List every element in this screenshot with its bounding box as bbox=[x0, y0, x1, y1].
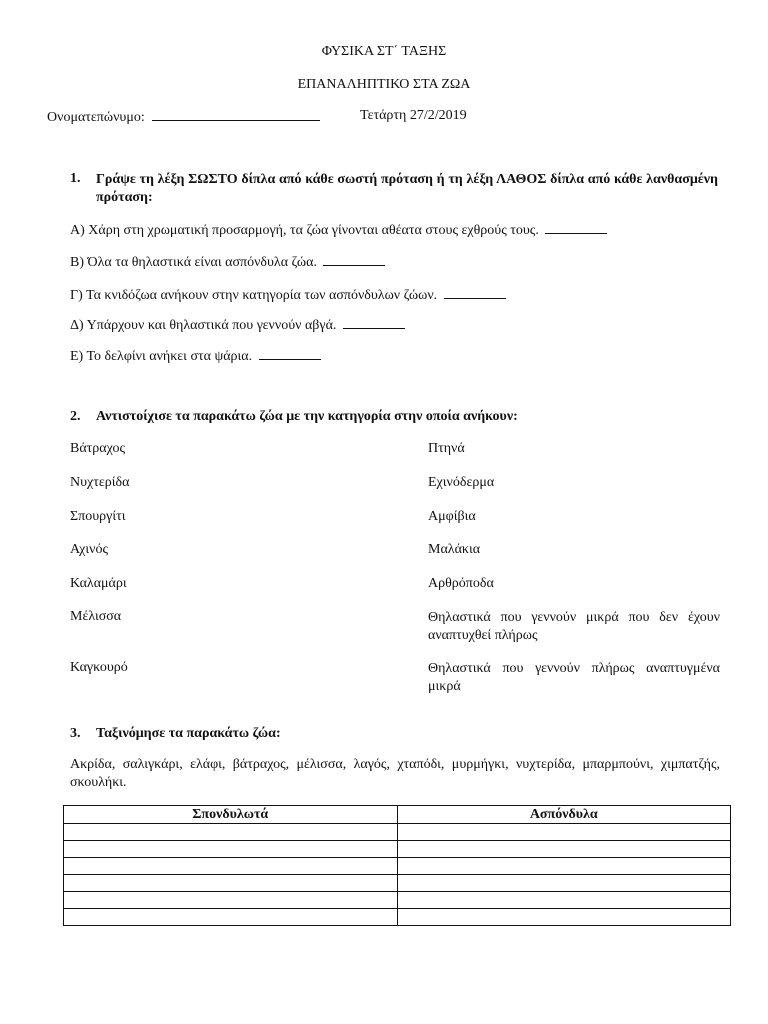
q1-item-text: Β) Όλα τα θηλαστικά είναι ασπόνδυλα ζώα. bbox=[70, 255, 317, 270]
table-cell[interactable] bbox=[64, 875, 398, 892]
answer-blank[interactable] bbox=[444, 286, 506, 299]
category-item: Πτηνά bbox=[428, 441, 465, 456]
q1-number: 1. bbox=[70, 171, 81, 186]
category-item: Εχινόδερμα bbox=[428, 475, 495, 490]
name-label: Ονοματεπώνυμο: bbox=[47, 110, 145, 125]
q1-item-b bbox=[70, 253, 385, 271]
animal-item: Καλαμάρι bbox=[70, 576, 127, 591]
category-item: Μαλάκια bbox=[428, 542, 481, 557]
table-row bbox=[64, 875, 731, 892]
table-row bbox=[64, 892, 731, 909]
category-item: Θηλαστικά που γεννούν μικρά που δεν έχουν αναπτυχθεί πλήρως bbox=[428, 610, 720, 643]
animal-item: Μέλισσα bbox=[70, 609, 122, 624]
q1-item-text: Δ) Υπάρχουν και θηλαστικά που γεννούν αβγά. bbox=[70, 318, 337, 333]
animal-item: Νυχτερίδα bbox=[70, 475, 130, 490]
q3-animal-list: Ακρίδα, σαλιγκάρι, ελάφι, βάτραχος, μέλισσα, λαγός, χταπόδι, μυρμήγκι, νυχτερίδα, μπαρμπούνι, χιμπατζής, σκουλήκι. bbox=[70, 757, 720, 790]
subject-title: ΦΥΣΙΚΑ ΣΤ΄ ΤΑΞΗΣ bbox=[321, 44, 447, 59]
category-item: Αμφίβια bbox=[428, 509, 476, 524]
table-header-row bbox=[64, 806, 731, 824]
q1-item-text: Ε) Το δελφίνι ανήκει στα ψάρια. bbox=[70, 349, 253, 364]
animal-item: Αχινός bbox=[70, 542, 109, 557]
header-vertebrates: Σπονδυλωτά bbox=[64, 806, 398, 824]
table-cell[interactable] bbox=[64, 841, 398, 858]
q3-number: 3. bbox=[70, 726, 81, 741]
table-cell[interactable] bbox=[397, 909, 731, 926]
table-cell[interactable] bbox=[64, 909, 398, 926]
table-cell[interactable] bbox=[397, 875, 731, 892]
q1-item-a bbox=[70, 221, 607, 239]
animal-item: Καγκουρό bbox=[70, 660, 128, 675]
q1-item-d bbox=[70, 316, 405, 334]
table-cell[interactable] bbox=[64, 824, 398, 841]
answer-blank[interactable] bbox=[323, 253, 385, 266]
classification-table bbox=[63, 805, 731, 926]
table-cell[interactable] bbox=[397, 824, 731, 841]
table-cell[interactable] bbox=[64, 892, 398, 909]
category-item: Αρθρόποδα bbox=[428, 576, 494, 591]
q1-item-text: Α) Χάρη στη χρωματική προσαρμογή, τα ζώα γίνονται αθέατα στους εχθρούς τους. bbox=[70, 223, 539, 238]
table-row bbox=[64, 841, 731, 858]
animal-item: Σπουργίτι bbox=[70, 509, 126, 524]
table-cell[interactable] bbox=[64, 858, 398, 875]
animal-item: Βάτραχος bbox=[70, 441, 126, 456]
worksheet-title: ΕΠΑΝΑΛΗΠΤΙΚΟ ΣΤΑ ΖΩΑ bbox=[297, 77, 471, 92]
date-text: Τετάρτη 27/2/2019 bbox=[360, 108, 467, 123]
answer-blank[interactable] bbox=[343, 316, 405, 329]
answer-blank[interactable] bbox=[259, 347, 321, 360]
header-invertebrates: Ασπόνδυλα bbox=[397, 806, 731, 824]
table-row bbox=[64, 858, 731, 875]
category-item: Θηλαστικά που γεννούν πλήρως αναπτυγμένα μικρά bbox=[428, 661, 720, 694]
q3-prompt: Ταξινόμησε τα παρακάτω ζώα: bbox=[96, 726, 281, 741]
q2-prompt: Αντιστοίχισε τα παρακάτω ζώα με την κατηγορία στην οποία ανήκουν: bbox=[96, 409, 518, 424]
table-cell[interactable] bbox=[397, 892, 731, 909]
answer-blank[interactable] bbox=[545, 221, 607, 234]
q1-item-c bbox=[70, 286, 506, 304]
q1-prompt: Γράψε τη λέξη ΣΩΣΤΟ δίπλα από κάθε σωστή πρόταση ή τη λέξη ΛΑΘΟΣ δίπλα από κάθε λανθασμένη πρόταση: bbox=[96, 172, 718, 205]
q1-item-text: Γ) Τα κνιδόζωα ανήκουν στην κατηγορία των ασπόνδυλων ζώων. bbox=[70, 288, 438, 303]
name-row bbox=[47, 108, 320, 126]
name-field[interactable] bbox=[152, 108, 320, 121]
q2-number: 2. bbox=[70, 409, 81, 424]
q1-item-e bbox=[70, 347, 321, 365]
table-cell[interactable] bbox=[397, 858, 731, 875]
table-row bbox=[64, 824, 731, 841]
table-cell[interactable] bbox=[397, 841, 731, 858]
table-row bbox=[64, 909, 731, 926]
